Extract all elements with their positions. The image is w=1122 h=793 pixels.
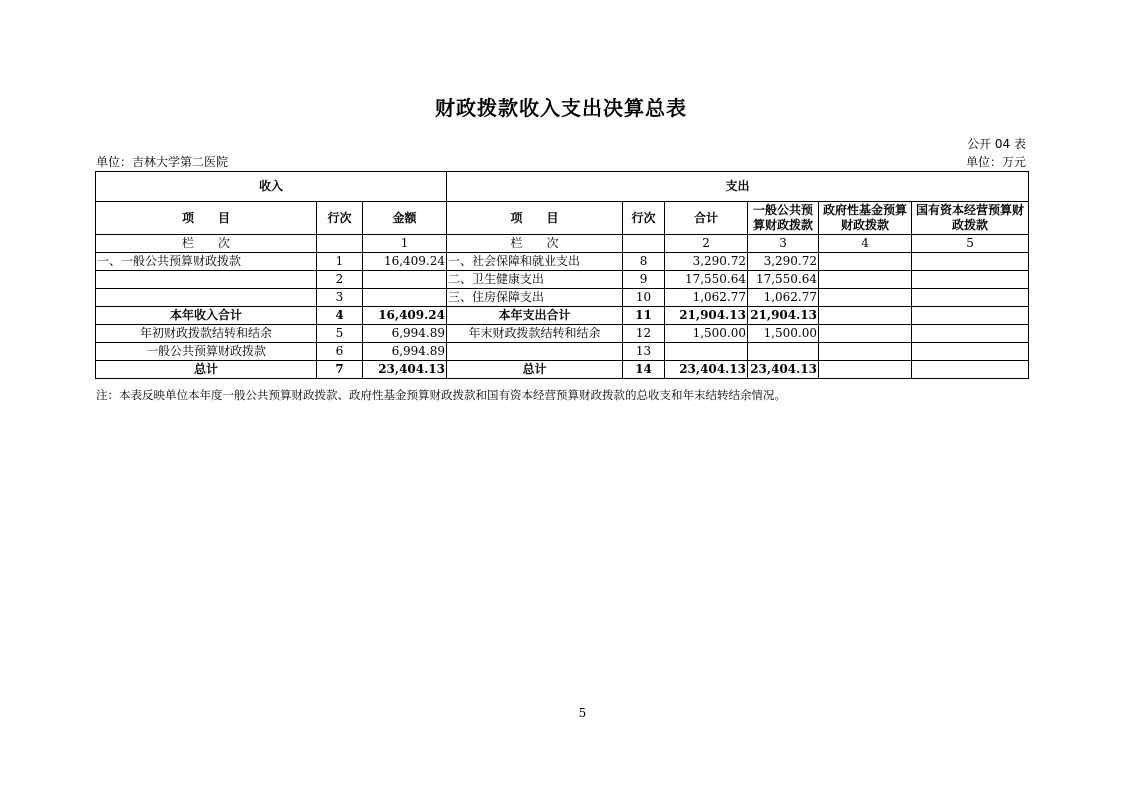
expense-line-no: 13 bbox=[623, 343, 665, 361]
income-line-no: 7 bbox=[317, 361, 363, 379]
income-item bbox=[96, 289, 317, 307]
expense-general-budget: 3,290.72 bbox=[748, 253, 819, 271]
column-index-blank bbox=[317, 235, 363, 253]
column-index-label-right: 栏 次 bbox=[447, 235, 623, 253]
income-amount: 6,994.89 bbox=[363, 325, 447, 343]
expense-item: 三、住房保障支出 bbox=[447, 289, 623, 307]
expense-line-header: 行次 bbox=[623, 202, 665, 235]
table-row bbox=[96, 289, 1029, 307]
column-header-row bbox=[96, 202, 1029, 235]
expense-gov-fund bbox=[819, 271, 912, 289]
income-line-no: 3 bbox=[317, 289, 363, 307]
column-index-3: 3 bbox=[748, 235, 819, 253]
column-index-blank bbox=[623, 235, 665, 253]
table-row-subtotal bbox=[96, 307, 1029, 325]
expense-general-budget: 1,062.77 bbox=[748, 289, 819, 307]
expense-total-header: 合计 bbox=[665, 202, 748, 235]
expense-state-capital bbox=[912, 361, 1029, 379]
expense-state-capital bbox=[912, 271, 1029, 289]
expense-total: 1,500.00 bbox=[665, 325, 748, 343]
expense-item: 年末财政拨款结转和结余 bbox=[447, 325, 623, 343]
expense-total: 23,404.13 bbox=[665, 361, 748, 379]
unit-organization: 单位：吉林大学第二医院 bbox=[96, 155, 229, 169]
income-item: 年初财政拨款结转和结余 bbox=[96, 325, 317, 343]
income-line-no: 5 bbox=[317, 325, 363, 343]
expense-item bbox=[447, 343, 623, 361]
table-row bbox=[96, 343, 1029, 361]
expense-total: 3,290.72 bbox=[665, 253, 748, 271]
table-row bbox=[96, 271, 1029, 289]
income-amount: 16,409.24 bbox=[363, 307, 447, 325]
income-item: 总计 bbox=[96, 361, 317, 379]
expense-state-capital bbox=[912, 253, 1029, 271]
unit-currency: 单位：万元 bbox=[965, 155, 1026, 169]
expense-item: 本年支出合计 bbox=[447, 307, 623, 325]
fiscal-summary-table bbox=[95, 171, 1029, 379]
expense-state-capital bbox=[912, 307, 1029, 325]
expense-gov-fund bbox=[819, 343, 912, 361]
income-section-header: 收入 bbox=[96, 172, 447, 202]
expense-total: 21,904.13 bbox=[665, 307, 748, 325]
expense-gov-fund bbox=[819, 325, 912, 343]
income-amount bbox=[363, 271, 447, 289]
expense-gov-fund bbox=[819, 253, 912, 271]
income-item: 一般公共预算财政拨款 bbox=[96, 343, 317, 361]
expense-state-capital bbox=[912, 289, 1029, 307]
expense-general-budget: 17,550.64 bbox=[748, 271, 819, 289]
income-item: 一、一般公共预算财政拨款 bbox=[96, 253, 317, 271]
income-line-no: 4 bbox=[317, 307, 363, 325]
section-header-row bbox=[96, 172, 1029, 202]
income-item: 本年收入合计 bbox=[96, 307, 317, 325]
expense-total: 17,550.64 bbox=[665, 271, 748, 289]
expense-general-budget bbox=[748, 343, 819, 361]
expense-general-budget: 1,500.00 bbox=[748, 325, 819, 343]
expense-gov-fund bbox=[819, 307, 912, 325]
expense-line-no: 10 bbox=[623, 289, 665, 307]
expense-total: 1,062.77 bbox=[665, 289, 748, 307]
expense-total bbox=[665, 343, 748, 361]
expense-line-no: 8 bbox=[623, 253, 665, 271]
expense-gov-fund bbox=[819, 289, 912, 307]
income-line-no: 2 bbox=[317, 271, 363, 289]
expense-item: 二、卫生健康支出 bbox=[447, 271, 623, 289]
income-amount-header: 金额 bbox=[363, 202, 447, 235]
expense-section-header: 支出 bbox=[447, 172, 1029, 202]
table-row bbox=[96, 325, 1029, 343]
column-index-4: 4 bbox=[819, 235, 912, 253]
income-amount: 23,404.13 bbox=[363, 361, 447, 379]
table-note: 注：本表反映单位本年度一般公共预算财政拨款、政府性基金预算财政拨款和国有资本经营预算财政拨款的总收支和年末结转结余情况。 bbox=[96, 388, 786, 402]
column-index-1: 1 bbox=[363, 235, 447, 253]
expense-item: 总计 bbox=[447, 361, 623, 379]
state-capital-header: 国有资本经营预算财政拨款 bbox=[912, 202, 1029, 235]
expense-line-no: 14 bbox=[623, 361, 665, 379]
table-row bbox=[96, 253, 1029, 271]
expense-item-header: 项 目 bbox=[447, 202, 623, 235]
income-amount: 16,409.24 bbox=[363, 253, 447, 271]
gov-fund-header: 政府性基金预算财政拨款 bbox=[819, 202, 912, 235]
page-number: 5 bbox=[578, 706, 587, 720]
column-index-5: 5 bbox=[912, 235, 1029, 253]
income-item-header: 项 目 bbox=[96, 202, 317, 235]
income-item bbox=[96, 271, 317, 289]
expense-state-capital bbox=[912, 343, 1029, 361]
expense-line-no: 9 bbox=[623, 271, 665, 289]
table-row-grand-total bbox=[96, 361, 1029, 379]
column-index-row bbox=[96, 235, 1029, 253]
expense-item: 一、社会保障和就业支出 bbox=[447, 253, 623, 271]
expense-general-budget: 21,904.13 bbox=[748, 307, 819, 325]
income-amount: 6,994.89 bbox=[363, 343, 447, 361]
general-budget-header: 一般公共预算财政拨款 bbox=[748, 202, 819, 235]
income-amount bbox=[363, 289, 447, 307]
page-title: 财政拨款收入支出决算总表 bbox=[435, 96, 687, 120]
form-number: 公开 04 表 bbox=[967, 137, 1026, 151]
income-line-no: 6 bbox=[317, 343, 363, 361]
expense-general-budget: 23,404.13 bbox=[748, 361, 819, 379]
income-line-no: 1 bbox=[317, 253, 363, 271]
expense-line-no: 11 bbox=[623, 307, 665, 325]
column-index-label-left: 栏 次 bbox=[96, 235, 317, 253]
expense-state-capital bbox=[912, 325, 1029, 343]
column-index-2: 2 bbox=[665, 235, 748, 253]
expense-gov-fund bbox=[819, 361, 912, 379]
expense-line-no: 12 bbox=[623, 325, 665, 343]
income-line-header: 行次 bbox=[317, 202, 363, 235]
